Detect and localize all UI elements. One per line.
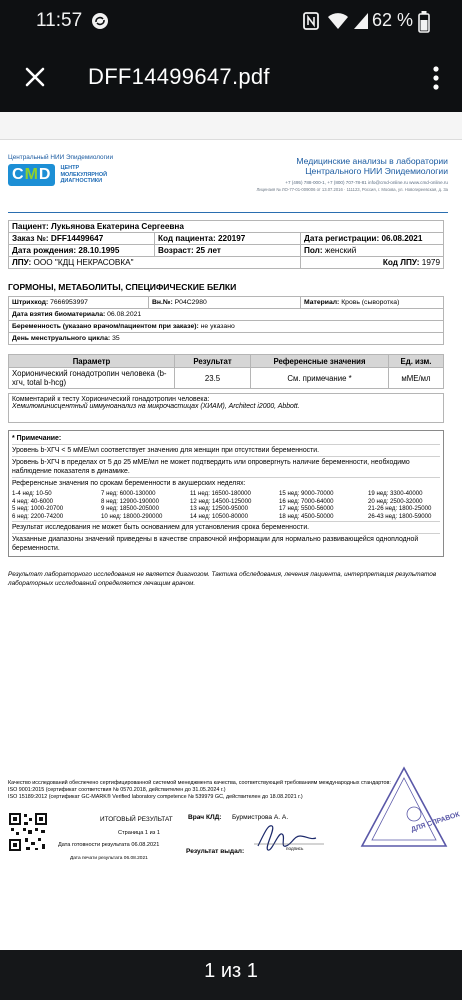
- lpu-label: ЛПУ:: [12, 258, 32, 267]
- app-bar: [0, 44, 462, 112]
- week-ref: 20 нед: 2500-32000: [368, 497, 423, 505]
- logo-sub-line: ЦЕНТР: [60, 165, 80, 172]
- result-unit: мМЕ/мл: [389, 368, 444, 389]
- note-line: Результат исследования не может быть основанием для установления срока беременности.: [12, 522, 440, 534]
- internal-number: [149, 297, 301, 309]
- week-ref: 9 нед: 18500-205000: [101, 505, 159, 513]
- ready-label: Дата готовности результата: [58, 842, 130, 848]
- battery-percent: 62 %: [372, 10, 414, 30]
- logo-subtitle: [60, 165, 107, 184]
- more-vert-icon[interactable]: [424, 62, 448, 94]
- pdf-page: [0, 140, 462, 980]
- sex: [301, 245, 444, 257]
- results-table: [8, 354, 444, 389]
- material: [301, 297, 444, 309]
- cycle-day-label: День менструального цикла:: [12, 335, 111, 342]
- pregnancy-value: не указано: [200, 323, 235, 330]
- lpu-code: [301, 257, 444, 269]
- quality-line: ISO 9001:2015 (сертификат соответствия № 0570.2018, действителен до 31.05.2024 г.): [8, 787, 226, 793]
- ready-value: 06.08.2021: [131, 842, 160, 848]
- week-ref: 17 нед: 5500-56000: [279, 505, 334, 513]
- note-ref-title: Референсные значения по срокам беременности в акушерских неделях:: [12, 480, 246, 487]
- header-left: [8, 154, 168, 161]
- note-line: Уровень b-ХГЧ в пределах от 5 до 25 мМЕ/мл не может подтвердить или опровергнуть наличие беременности, необходимо наблюдение показателя в динамике.: [12, 457, 440, 478]
- col-unit: Ед. изм.: [389, 355, 444, 368]
- pregnancy-label: Беременность (указано врачом/пациентом при заказе):: [12, 323, 199, 330]
- week-ref: 18 нед: 4500-50000: [279, 512, 334, 520]
- issued-label: Результат выдал:: [186, 848, 245, 855]
- section-title: ГОРМОНЫ, МЕТАБОЛИТЫ, СПЕЦИФИЧЕСКИЕ БЕЛКИ: [8, 282, 237, 292]
- pdf-viewer[interactable]: [0, 112, 462, 1000]
- disclaimer: Результат лабораторного исследования не является диагнозом. Тактика обследования, лечения пациента, интерпретация результатов лабораторных исследований определяется лечащим врачом.: [8, 571, 437, 587]
- institute-name: Центральный НИИ Эпидемиологии: [8, 154, 114, 161]
- svg-text:ДЛЯ СПРАВОК: ДЛЯ СПРАВОК: [410, 811, 461, 834]
- week-ref: 13 нед: 12500-95000: [190, 505, 248, 513]
- col-reference: Референсные значения: [251, 355, 389, 368]
- note-line: Уровень b-ХГЧ < 5 мМЕ/мл соответствует значению для женщин при отсутствии беременности.: [12, 445, 440, 457]
- note-title: * Примечание:: [12, 433, 440, 445]
- age: Возраст: 25 лет: [155, 245, 301, 257]
- comment-title: Комментарий к тесту Хорионический гонадотропин человека:: [12, 396, 210, 403]
- license: Лицензия № ЛО-77-01-009006 от 13.07.2016 · 111123, Россия, г. Москва, ул. Новогиреевская, д. 3а: [256, 187, 448, 192]
- week-ref: 16 нед: 7000-64000: [279, 497, 334, 505]
- week-ref: 6 нед: 2200-74200: [12, 512, 64, 520]
- cmd-logo: [8, 164, 107, 186]
- week-ref: 10 нед: 18000-290000: [101, 512, 163, 520]
- wifi-icon: [327, 11, 349, 31]
- quality-line: Качество исследований обеспечено сертифицированной системой менеджмента качества, соответствующей требованиям международных стандартов:: [8, 780, 391, 786]
- week-ref: 8 нед: 12900-190000: [101, 497, 159, 505]
- logo-mark: CMD: [8, 164, 55, 186]
- final-result: ИТОГОВЫЙ РЕЗУЛЬТАТ: [100, 816, 173, 823]
- doctor-label: Врач КЛД:: [188, 814, 222, 821]
- header-right: [188, 156, 448, 192]
- week-ref: 12 нед: 14500-125000: [190, 497, 252, 505]
- result-parameter: Хорионический гонадотропин человека (b-хгч, total b-hcg): [9, 368, 175, 389]
- barcode-label: Штрихкод:: [12, 299, 49, 306]
- lab-stamp: [360, 766, 461, 850]
- material-value: Кровь (сыворотка): [341, 299, 400, 306]
- week-ref: 14 нед: 10500-80000: [190, 512, 248, 520]
- week-ref: 11 нед: 16500-180000: [190, 490, 251, 497]
- page-indicator: 1 из 1: [204, 960, 258, 982]
- lpu-code-value: 1979: [421, 258, 440, 267]
- test-comment: [8, 393, 444, 423]
- week-ref: 15 нед: 9000-70000: [279, 490, 334, 497]
- registration-date: Дата регистрации: 06.08.2021: [301, 233, 444, 245]
- specimen-table: [8, 296, 444, 345]
- quality-line: ISO 15189:2012 (сертификат GC-MARK® Verified laboratory competence № 539979 GC, действителен до 18.08.2021 г.): [8, 794, 303, 800]
- col-result: Результат: [175, 355, 251, 368]
- logo-sub-line: ДИАГНОСТИКИ: [60, 178, 103, 185]
- vn-label: Вн.№:: [152, 299, 173, 306]
- vn-value: P04C2980: [174, 299, 207, 306]
- week-ref: 1-4 нед: 10-50: [12, 490, 52, 497]
- page-count: Страница 1 из 1: [118, 830, 160, 836]
- result-reference: См. примечание *: [251, 368, 389, 389]
- signal-icon: [352, 11, 370, 31]
- patient-code: Код пациента: 220197: [155, 233, 301, 245]
- sync-icon: [90, 11, 110, 31]
- barcode-value: 7666953997: [50, 299, 88, 306]
- barcode: [9, 297, 149, 309]
- qr-code: [8, 812, 48, 852]
- print-value: 06.08.2021: [123, 856, 148, 861]
- material-label: Материал:: [304, 299, 340, 306]
- week-reference-grid: [12, 489, 440, 522]
- order-number: Заказ №: DFF14499647: [9, 233, 155, 245]
- nfc-icon: [302, 11, 320, 31]
- lpu-code-label: Код ЛПУ:: [382, 258, 420, 267]
- patient-info-table: [8, 220, 444, 269]
- week-ref: 5 нед: 1000-20700: [12, 505, 64, 513]
- note-line: Указанные диапазоны значений приведены в качестве справочной информации для нормально развивающейся одноплодной беременности.: [12, 536, 419, 553]
- patient-name: Пациент: Лукьянова Екатерина Сергеевна: [9, 221, 444, 233]
- header-divider: [8, 212, 448, 213]
- week-ref: 19 нед: 3300-40000: [368, 490, 423, 497]
- lab-title-1: Медицинские анализы в лаборатории: [296, 156, 448, 166]
- lpu: [9, 257, 301, 269]
- sample-date-value: 06.08.2021: [107, 311, 142, 318]
- note-box: [8, 430, 444, 557]
- ready-date: [58, 842, 159, 848]
- print-label: Дата печати результата: [70, 856, 123, 861]
- week-ref: 26-43 нед: 1800-59000: [368, 512, 432, 520]
- clock: 11:57: [36, 10, 83, 31]
- cycle-day: [9, 333, 444, 345]
- week-ref: 7 нед: 6000-130000: [101, 490, 156, 497]
- result-value: 23.5: [175, 368, 251, 389]
- week-ref: 4 нед: 40-6000: [12, 497, 54, 505]
- document-title: DFF14499647.pdf: [88, 64, 270, 89]
- battery-icon: [418, 11, 430, 33]
- pregnancy: [9, 321, 444, 333]
- birth-date: Дата рождения: 28.10.1995: [9, 245, 155, 257]
- close-icon[interactable]: [18, 60, 52, 94]
- logo-sub-line: МОЛЕКУЛЯРНОЙ: [60, 171, 108, 178]
- signature-caption: подпись: [286, 846, 304, 851]
- sample-date: [9, 309, 444, 321]
- col-parameter: Параметр: [9, 355, 175, 368]
- sex-value: женский: [324, 246, 357, 255]
- sex-label: Пол:: [304, 246, 323, 255]
- sample-date-label: Дата взятия биоматериала:: [12, 311, 106, 318]
- week-ref: 21-26 нед: 1800-25000: [368, 505, 432, 513]
- cycle-day-value: 35: [112, 335, 120, 342]
- lpu-value: ООО "КДЦ НЕКРАСОВКА": [33, 258, 134, 267]
- lab-title-2: Центрального НИИ Эпидемиологии: [305, 166, 448, 176]
- contacts: +7 (495) 788-000-1, +7 (800) 707-78-81 info@cmd-online.ru www.cmd-online.ru: [285, 180, 448, 185]
- comment-method: Хемилюминисцентный иммуноанализ на микрочастицах (ХИАМ), Architect i2000, Abbott.: [12, 403, 300, 410]
- status-bar: [0, 0, 462, 44]
- print-date: [70, 856, 148, 861]
- doctor-name: Бурмистрова А. А.: [232, 814, 289, 821]
- page-indicator-bar: [0, 950, 462, 1000]
